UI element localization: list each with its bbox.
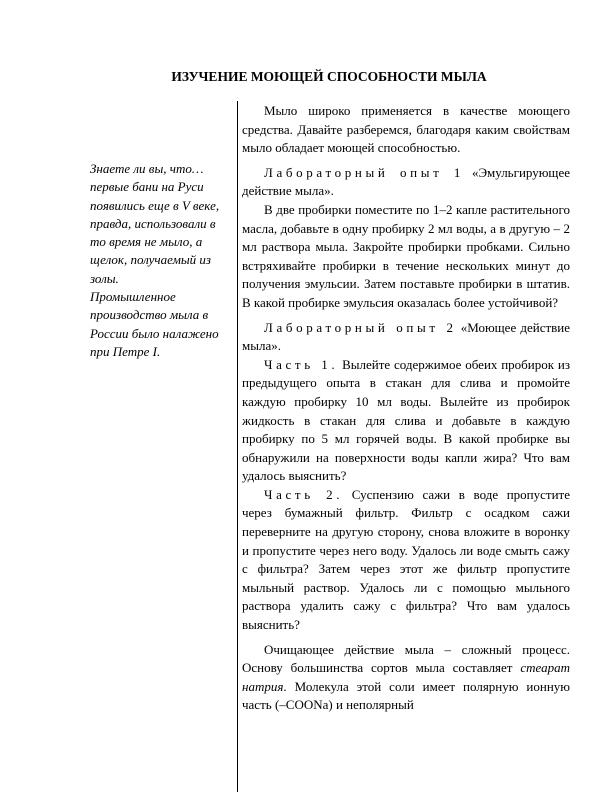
sidebar-fact-production: Промышленное производство мыла в России было налажено при Петре I. bbox=[90, 289, 219, 359]
page-title: ИЗУЧЕНИЕ МОЮЩЕЙ СПОСОБНОСТИ МЫЛА bbox=[171, 69, 487, 84]
experiment-1-heading bbox=[242, 164, 570, 201]
part-1-label: Часть 1. bbox=[264, 356, 339, 372]
experiment-2-heading bbox=[242, 319, 570, 356]
experiment-1-title: «Эмульгирующее действие мыла». bbox=[242, 164, 570, 199]
part-1-paragraph bbox=[242, 356, 570, 486]
sodium-stearate-term: стеарат натрия bbox=[242, 660, 570, 694]
part-2-label: Часть 2. bbox=[264, 486, 344, 502]
main-text bbox=[242, 102, 570, 715]
final-paragraph bbox=[242, 641, 570, 715]
experiment-1-label: Лабораторный опыт 1 bbox=[264, 164, 465, 180]
sidebar-fact-baths: Знаете ли вы, что… первые бани на Руси появились еще в V веке, правда, использовали в то время не мыло, а щелок, получаемый из золы. bbox=[90, 161, 220, 286]
column-divider bbox=[237, 101, 238, 792]
part-2-paragraph bbox=[242, 486, 570, 635]
part-2-text: Суспензию сажи в воде пропустите через бумажный фильтр. Фильтр с осадком сажи переверните на другую сторону, снова вложите в воронку и пропустите через него воду. Удалось ли воде смыть сажу с фильтра? Затем через этот же фильтр пропустите мыльный раствор. Удалось ли с помощью мыльного раствора удалить сажу с фильтра? Что вам удалось выяснить? bbox=[242, 486, 571, 633]
final-text-start: Очищающее действие мыла – сложный процесс. Основу большинства сортов мыла составляет bbox=[242, 641, 570, 676]
experiment-2-label: Лабораторный опыт 2 bbox=[264, 319, 457, 335]
experiment-2-title: «Моющее действие мыла». bbox=[242, 319, 571, 354]
intro-paragraph: Мыло широко применяется в качестве моющего средства. Давайте разберемся, благодаря каким свойствам мыло обладает моющей способностью. bbox=[242, 103, 570, 156]
experiment-1-text: В две пробирки поместите по 1–2 капле растительного масла, добавьте в одну пробирку 2 мл воды, а в другую – 2 мл раствора мыла. Закройте пробирки пробками. Сильно встряхивайте пробирки в течение нескольких минут до получения эмульсии. Затем поставьте пробирки в штатив. В какой пробирке эмульсия оказалась более устойчивой? bbox=[242, 201, 570, 310]
final-text-end: . Молекула этой соли имеет полярную ионную часть (–COONa) и неполярный bbox=[242, 678, 570, 713]
part-1-text: Вылейте содержимое обеих пробирок из предыдущего опыта в стакан для слива и промойте каждую пробирку 10 мл воды. Вылейте из пробирок жидкость в стакан для слива и добавьте в каждую пробирку по 5 мл горячей воды. В какой пробирке вы обнаружили на поверхности воды капли жира? Что вам удалось выяснить? bbox=[242, 356, 570, 484]
sidebar-facts bbox=[90, 160, 234, 361]
